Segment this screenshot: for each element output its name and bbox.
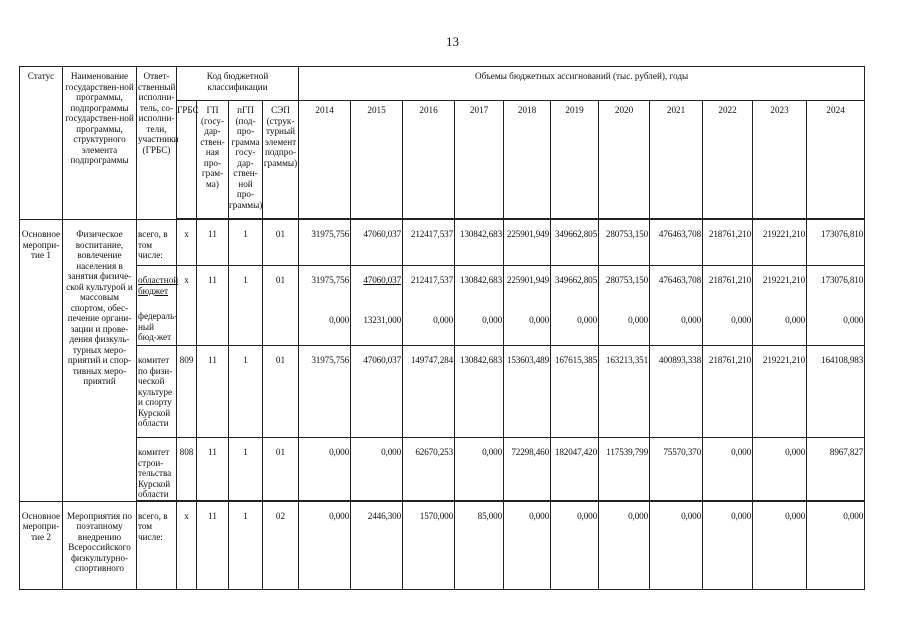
header-budget-code: Код бюджетной классификации (177, 67, 299, 101)
value-cell: 0,000 (753, 438, 807, 501)
value-cell: 130842,683 (455, 220, 504, 266)
value-cell (807, 266, 865, 346)
regional-value: 349662,805 (554, 275, 598, 285)
code-grbs: 808 (177, 438, 197, 501)
code-pgp: 1 (229, 501, 263, 589)
code-sep: 01 (263, 438, 299, 501)
regional-budget-label: областной бюджет (138, 275, 179, 296)
value-cell (455, 266, 504, 346)
code-gp: 11 (197, 220, 229, 266)
code-grbs: 809 (177, 346, 197, 438)
value-cell (504, 266, 551, 346)
value-cell: 0,000 (299, 501, 351, 589)
value-cell (351, 266, 403, 346)
value-cell: 75570,370 (650, 438, 703, 501)
federal-value: 0,000 (329, 315, 350, 325)
value-cell: 85,000 (455, 501, 504, 589)
table-row (20, 266, 865, 346)
code-gp: 11 (197, 266, 229, 346)
federal-value: 0,000 (731, 315, 752, 325)
code-pgp: 1 (229, 266, 263, 346)
value-cell: 400893,338 (650, 346, 703, 438)
header-volumes: Объемы бюджетных ассигнований (тыс. рублей), годы (299, 67, 865, 101)
federal-value: 0,000 (681, 315, 702, 325)
value-cell: 218761,210 (703, 346, 753, 438)
executor-cell: всего, в том числе: (137, 220, 177, 266)
name-cell: Мероприятия по поэтапному внедрению Всероссийского физкультурно-спортивного (63, 501, 137, 589)
value-cell: 167615,385 (551, 346, 599, 438)
value-cell: 163213,351 (599, 346, 650, 438)
regional-value: 130842,683 (459, 275, 503, 285)
header-year: 2015 (351, 101, 403, 219)
value-cell: 0,000 (455, 438, 504, 501)
value-cell: 0,000 (703, 438, 753, 501)
header-year: 2014 (299, 101, 351, 219)
value-cell: 47060,037 (351, 220, 403, 266)
value-cell: 1570,000 (403, 501, 455, 589)
code-gp: 11 (197, 346, 229, 438)
federal-budget-label: федераль-ный бюд-жет (138, 311, 178, 342)
regional-value: 31975,756 (311, 275, 350, 285)
value-cell: 0,000 (551, 501, 599, 589)
federal-value: 0,000 (577, 315, 598, 325)
code-sep: 01 (263, 266, 299, 346)
code-pgp: 1 (229, 438, 263, 501)
value-cell: 117539,799 (599, 438, 650, 501)
name-cell: Физическое воспитание, вовлечение населения в занятия физиче-ской культурой и массовым спортом, обес-печение органи-зации и прове-дения физкуль-турных меро-приятий и спор-тивных меро-приятий (63, 220, 137, 502)
code-gp: 11 (197, 501, 229, 589)
code-sep: 02 (263, 501, 299, 589)
value-cell (551, 266, 599, 346)
table-row (20, 501, 865, 589)
header-year: 2020 (599, 101, 650, 219)
value-cell: 0,000 (807, 501, 865, 589)
header-status: Статус (20, 67, 63, 220)
header-year: 2017 (455, 101, 504, 219)
value-cell: 182047,420 (551, 438, 599, 501)
header-pgp: пГП (под-про-грамма госу-дар-ствен-ной про-граммы) (229, 101, 263, 219)
executor-cell: комитет по физи-ческой культуре и спорту Курской области (137, 346, 177, 438)
federal-value: 0,000 (482, 315, 503, 325)
header-row-1 (20, 67, 865, 101)
regional-value: 47060,037 (363, 275, 402, 285)
value-cell (299, 266, 351, 346)
regional-value: 219221,210 (762, 275, 806, 285)
status-cell: Основное меропри-тие 2 (20, 501, 63, 589)
executor-cell: всего, в том числе: (137, 501, 177, 589)
table-row (20, 438, 865, 501)
header-grbs: ГРБС (177, 101, 197, 219)
value-cell (403, 266, 455, 346)
regional-value: 476463,708 (658, 275, 702, 285)
value-cell: 476463,708 (650, 220, 703, 266)
executor-cell: комитет строи-тельства Курской области (137, 438, 177, 501)
value-cell: 219221,210 (753, 220, 807, 266)
value-cell: 280753,150 (599, 220, 650, 266)
value-cell: 153603,489 (504, 346, 551, 438)
code-gp: 11 (197, 438, 229, 501)
regional-value: 173076,810 (821, 275, 864, 285)
value-cell: 164108,983 (807, 346, 865, 438)
value-cell: 0,000 (351, 438, 403, 501)
federal-value: 0,000 (628, 315, 649, 325)
code-sep: 01 (263, 346, 299, 438)
value-cell: 8967,827 (807, 438, 865, 501)
header-sep: СЭП (струк-турный элемент подпро-граммы) (263, 101, 299, 219)
header-year: 2021 (650, 101, 703, 219)
value-cell: 31975,756 (299, 346, 351, 438)
federal-value: 0,000 (843, 315, 864, 325)
budget-allocation-table (19, 66, 865, 590)
value-cell: 130842,683 (455, 346, 504, 438)
value-cell (599, 266, 650, 346)
value-cell: 31975,756 (299, 220, 351, 266)
table-row (20, 346, 865, 438)
value-cell: 0,000 (703, 501, 753, 589)
value-cell: 219221,210 (753, 346, 807, 438)
code-sep: 01 (263, 220, 299, 266)
value-cell: 225901,949 (504, 220, 551, 266)
header-executor: Ответ-ственный исполни-тель, со-исполни-тели, участники (ГРБС) (137, 67, 177, 220)
value-cell: 149747,284 (403, 346, 455, 438)
value-cell: 0,000 (650, 501, 703, 589)
value-cell: 0,000 (753, 501, 807, 589)
value-cell: 47060,037 (351, 346, 403, 438)
federal-value: 0,000 (785, 315, 806, 325)
code-grbs: х (177, 266, 197, 346)
header-year: 2022 (703, 101, 753, 219)
code-pgp: 1 (229, 346, 263, 438)
table-row (20, 220, 865, 266)
value-cell: 2446,300 (351, 501, 403, 589)
federal-value: 0,000 (529, 315, 550, 325)
value-cell (703, 266, 753, 346)
value-cell: 218761,210 (703, 220, 753, 266)
executor-cell (137, 266, 177, 346)
regional-value: 280753,150 (605, 275, 649, 285)
status-cell: Основное меропри-тие 1 (20, 220, 63, 502)
regional-value: 218761,210 (708, 275, 752, 285)
value-cell: 62670,253 (403, 438, 455, 501)
federal-value: 13231,000 (363, 315, 402, 325)
value-cell: 0,000 (504, 501, 551, 589)
header-name: Наименование государствен-ной программы, подпрограммы государствен-ной программы, структурного элемента подпрограммы (63, 67, 137, 220)
value-cell: 349662,805 (551, 220, 599, 266)
code-grbs: х (177, 501, 197, 589)
code-grbs: х (177, 220, 197, 266)
value-cell: 0,000 (599, 501, 650, 589)
header-year: 2016 (403, 101, 455, 219)
page-number: 13 (446, 34, 459, 49)
value-cell: 212417,537 (403, 220, 455, 266)
header-gp: ГП (госу-дар-ствен-ная про-грам-ма) (197, 101, 229, 219)
code-pgp: 1 (229, 220, 263, 266)
header-year: 2023 (753, 101, 807, 219)
value-cell: 72298,460 (504, 438, 551, 501)
value-cell (753, 266, 807, 346)
regional-value: 212417,537 (410, 275, 454, 285)
value-cell: 0,000 (299, 438, 351, 501)
value-cell: 173076,810 (807, 220, 865, 266)
header-year: 2019 (551, 101, 599, 219)
value-cell (650, 266, 703, 346)
header-year: 2018 (504, 101, 551, 219)
regional-value: 225901,949 (506, 275, 550, 285)
federal-value: 0,000 (433, 315, 454, 325)
header-year: 2024 (807, 101, 865, 219)
